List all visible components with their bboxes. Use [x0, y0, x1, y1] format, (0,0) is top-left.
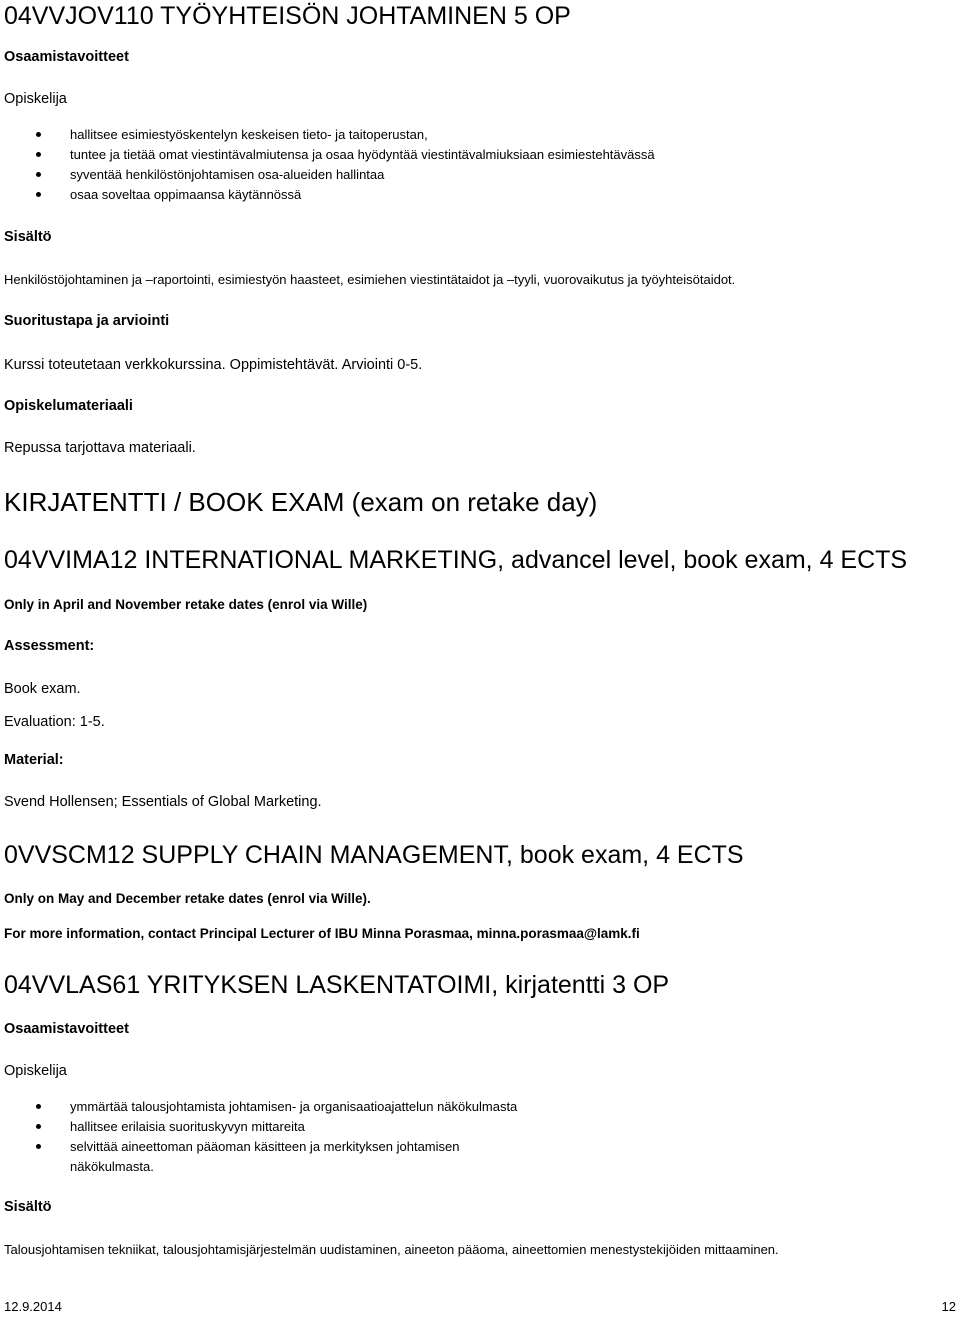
course2-assessment-line2: Evaluation: 1-5. [4, 714, 105, 730]
course4-objectives-heading: Osaamistavoitteet [4, 1021, 129, 1037]
list-item: osaa soveltaa oppimaansa käytännössä [0, 185, 655, 205]
list-item: hallitsee erilaisia suorituskyvyn mittareita [0, 1117, 517, 1137]
course1-content-text: Henkilöstöjohtaminen ja –raportointi, esimiestyön haasteet, esimiehen viestintätaidot ja –tyyli, vuorovaikutus ja työyhteisötaidot. [4, 272, 736, 287]
bullet-icon [36, 152, 41, 157]
bullet-icon [36, 132, 41, 137]
course4-content-text: Talousjohtamisen tekniikat, talousjohtamisjärjestelmän uudistaminen, aineeton pääoma, aineettomien menestystekijöiden mittaaminen. [4, 1242, 779, 1257]
course3-note: Only on May and December retake dates (enrol via Wille). [4, 891, 371, 906]
course3-title: 0VVSCM12 SUPPLY CHAIN MANAGEMENT, book exam, 4 ECTS [4, 841, 744, 869]
course1-student-label: Opiskelija [4, 91, 67, 107]
course2-material-text: Svend Hollensen; Essentials of Global Marketing. [4, 794, 322, 810]
exam-section-title: KIRJATENTTI / BOOK EXAM (exam on retake day) [4, 487, 598, 517]
course1-objectives-heading: Osaamistavoitteet [4, 49, 129, 65]
list-item: selvittää aineettoman pääoman käsitteen ja merkityksen johtamisen [0, 1137, 517, 1157]
course1-title: 04VVJOV110 TYÖYHTEISÖN JOHTAMINEN 5 OP [4, 2, 571, 30]
course1-material-heading: Opiskelumateriaali [4, 398, 133, 414]
course2-assessment-line1: Book exam. [4, 681, 81, 697]
course4-title: 04VVLAS61 YRITYKSEN LASKENTATOIMI, kirjatentti 3 OP [4, 971, 670, 999]
course2-note: Only in April and November retake dates (enrol via Wille) [4, 597, 368, 612]
footer-page-number: 12 [941, 1299, 956, 1314]
course1-assessment-text: Kurssi toteutetaan verkkokurssina. Oppimistehtävät. Arviointi 0-5. [4, 357, 423, 373]
course4-content-heading: Sisältö [4, 1199, 52, 1215]
course4-student-label: Opiskelija [4, 1063, 67, 1079]
course1-material-text: Repussa tarjottava materiaali. [4, 440, 196, 456]
course2-title: 04VVIMA12 INTERNATIONAL MARKETING, advancel level, book exam, 4 ECTS [4, 546, 908, 574]
footer-date: 12.9.2014 [4, 1299, 62, 1314]
list-item: ymmärtää talousjohtamista johtamisen- ja organisaatioajattelun näkökulmasta [0, 1097, 517, 1117]
list-item: syventää henkilöstönjohtamisen osa-alueiden hallintaa [0, 165, 655, 185]
bullet-icon [36, 1144, 41, 1149]
bullet-icon [36, 1104, 41, 1109]
bullet-icon [36, 172, 41, 177]
bullet-icon [36, 1124, 41, 1129]
course2-material-heading: Material: [4, 752, 64, 768]
list-item: näkökulmasta. [70, 1159, 154, 1174]
course4-objectives-list [0, 1097, 517, 1177]
course1-objectives-list [0, 125, 655, 205]
course3-contact: For more information, contact Principal Lecturer of IBU Minna Porasmaa, minna.porasmaa@lamk.fi [4, 926, 640, 941]
list-item: tuntee ja tietää omat viestintävalmiutensa ja osaa hyödyntää viestintävalmiuksiaan esimiestehtävässä [0, 145, 655, 165]
bullet-icon [36, 192, 41, 197]
list-item: hallitsee esimiestyöskentelyn keskeisen tieto- ja taitoperustan, [0, 125, 655, 145]
course2-assessment-heading: Assessment: [4, 638, 95, 654]
course1-content-heading: Sisältö [4, 229, 52, 245]
course1-assessment-heading: Suoritustapa ja arviointi [4, 313, 170, 329]
